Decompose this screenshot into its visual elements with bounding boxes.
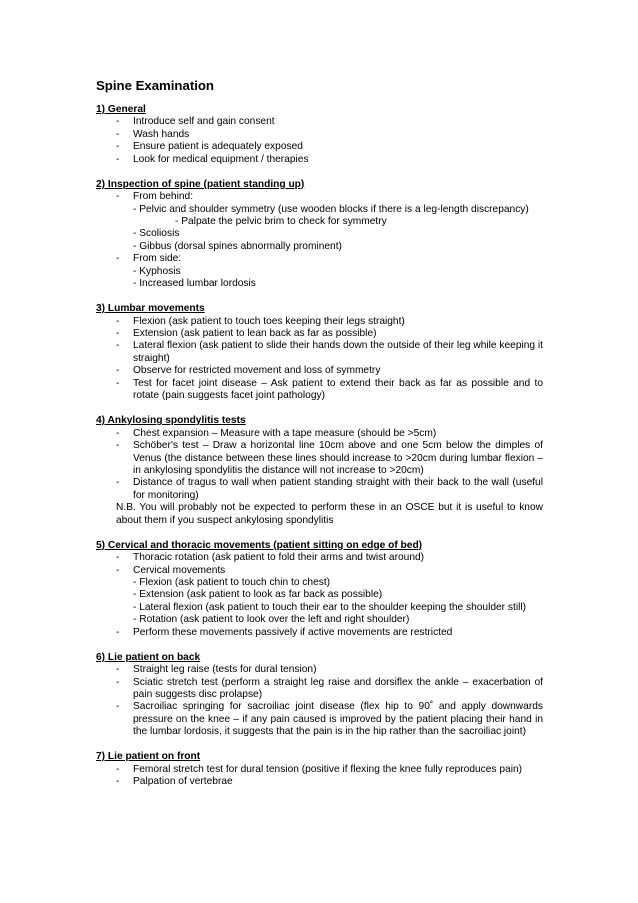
list-item — [96, 627, 543, 639]
list-item-text: Palpation of vertebrae — [133, 776, 233, 788]
list-item — [96, 129, 543, 141]
bullet-dash: - — [116, 427, 120, 439]
bullet-dash: - — [116, 676, 120, 688]
sub-item: - Scoliosis — [133, 228, 180, 240]
section-heading: 1) General — [96, 104, 146, 115]
list-item-text: Observe for restricted movement and loss of symmetry — [133, 365, 381, 377]
sub-item: - Kyphosis — [133, 265, 181, 277]
list-item — [96, 552, 543, 564]
bullet-dash: - — [116, 626, 120, 638]
bullet-dash: - — [116, 141, 120, 153]
section-inspection — [96, 179, 543, 291]
bullet-dash: - — [116, 477, 120, 489]
list-item-text: Introduce self and gain consent — [133, 116, 275, 128]
list-item-text: Look for medical equipment / therapies — [133, 153, 309, 165]
section-heading: 4) Ankylosing spondylitis tests — [96, 415, 246, 427]
bullet-dash: - — [116, 664, 120, 676]
list-item-text: Thoracic rotation (ask patient to fold their arms and twist around) — [133, 552, 425, 564]
list-item-text: Sciatic stretch test (perform a straight leg raise and dorsiflex the ankle – exacerbation of pain suggests disc prolapse) — [133, 676, 543, 700]
page-title: Spine Examination — [96, 78, 214, 93]
list-item — [96, 316, 543, 328]
list-item — [96, 677, 543, 702]
list-item-text: Perform these movements passively if active movements are restricted — [133, 626, 453, 638]
list-item — [96, 154, 543, 166]
section-lumbar-movements — [96, 303, 543, 403]
section-heading: 5) Cervical and thoracic movements (patient sitting on edge of bed) — [96, 539, 423, 551]
sub-item: - Extension (ask patient to look as far back as possible) — [133, 589, 383, 601]
list-item-text: Flexion (ask patient to touch toes keeping their legs straight) — [133, 315, 405, 327]
list-item-text: Wash hands — [133, 128, 190, 140]
section-lie-on-back — [96, 652, 543, 739]
list-item-text: Sacroiliac springing for sacroiliac joint disease (flex hip to 90˚ and apply downwards pressure on the knee – if any pain caused is improved by the patient placing their hand in the lumbar lordosis, it suggests that the pain is in the hip rather than the sacroiliac joint) — [133, 701, 543, 738]
sub-item: - Pelvic and shoulder symmetry (use wooden blocks if there is a leg-length discrepancy) — [133, 203, 529, 215]
sub-item: - Lateral flexion (ask patient to touch their ear to the shoulder keeping the shoulder still) — [133, 601, 527, 613]
bullet-dash: - — [116, 153, 120, 165]
section-heading: 7) Lie patient on front — [96, 751, 201, 763]
list-item-text: Cervical movements — [133, 564, 226, 576]
list-item — [96, 565, 543, 627]
list-item-text: Distance of tragus to wall when patient standing straight with their back to the wall (useful for monitoring) — [133, 477, 543, 501]
list-item — [96, 328, 543, 340]
document-body — [96, 104, 543, 801]
bullet-dash: - — [116, 340, 120, 352]
sub-item: - Rotation (ask patient to look over the left and right shoulder) — [133, 614, 410, 626]
list-item-text: Straight leg raise (tests for dural tension) — [133, 664, 317, 676]
list-item-text: Chest expansion – Measure with a tape measure (should be >5cm) — [133, 427, 437, 439]
list-item — [96, 664, 543, 676]
bullet-dash: - — [116, 701, 120, 713]
list-item — [96, 477, 543, 502]
list-item — [96, 440, 543, 477]
bullet-dash: - — [116, 377, 120, 389]
section-general — [96, 104, 543, 166]
note-text: N.B. You will probably not be expected to perform these in an OSCE but it is useful to know about them if you suspect ankylosing spondylitis — [116, 502, 543, 526]
list-item — [96, 116, 543, 128]
list-item — [96, 428, 543, 440]
bullet-dash: - — [116, 191, 120, 203]
list-item — [96, 365, 543, 377]
list-item-text: From side: — [133, 253, 182, 265]
bullet-dash: - — [116, 564, 120, 576]
section-heading: 6) Lie patient on back — [96, 651, 201, 663]
list-item-text: Ensure patient is adequately exposed — [133, 141, 303, 153]
section-heading: 2) Inspection of spine (patient standing up) — [96, 178, 305, 190]
list-item-text: Femoral stretch test for dural tension (positive if flexing the knee fully reproduces pain) — [133, 763, 523, 775]
list-item — [96, 141, 543, 153]
list-item-text: Test for facet joint disease – Ask patient to extend their back as far as possible and to rotate (pain suggests facet joint pathology) — [133, 377, 543, 402]
bullet-dash: - — [116, 128, 120, 140]
bullet-dash: - — [116, 776, 120, 788]
section-cervical-thoracic — [96, 540, 543, 640]
list-item — [96, 764, 543, 776]
section-heading: 3) Lumbar movements — [96, 303, 205, 315]
list-item — [96, 340, 543, 365]
list-item — [96, 253, 543, 290]
list-item — [96, 776, 543, 788]
bullet-dash: - — [116, 315, 120, 327]
list-item-text: Schöber's test – Draw a horizontal line 10cm above and one 5cm below the dimples of Venus (the distance between these lines should increase to >20cm during lumbar flexion – in ankylosing spondylitis the distance will not increase to >20cm) — [133, 440, 543, 476]
list-item — [96, 378, 543, 403]
list-item — [96, 191, 543, 253]
section-lie-on-front — [96, 751, 543, 788]
bullet-dash: - — [116, 763, 120, 775]
sub-item: - Increased lumbar lordosis — [133, 278, 256, 290]
bullet-dash: - — [116, 328, 120, 340]
section-ankylosing-spondylitis — [96, 415, 543, 527]
bullet-dash: - — [116, 253, 120, 265]
list-item-text: Lateral flexion (ask patient to slide their hands down the outside of their leg while keeping it straight) — [133, 340, 544, 364]
bullet-dash: - — [116, 365, 120, 377]
sub-sub-item: - Palpate the pelvic brim to check for symmetry — [175, 216, 387, 228]
list-item-text: Extension (ask patient to lean back as far as possible) — [133, 328, 377, 340]
bullet-dash: - — [116, 116, 120, 128]
list-item — [96, 701, 543, 738]
bullet-dash: - — [116, 440, 120, 452]
bullet-dash: - — [116, 552, 120, 564]
sub-item: - Flexion (ask patient to touch chin to chest) — [133, 576, 331, 588]
sub-item: - Gibbus (dorsal spines abnormally prominent) — [133, 240, 342, 252]
list-item-text: From behind: — [133, 191, 194, 203]
